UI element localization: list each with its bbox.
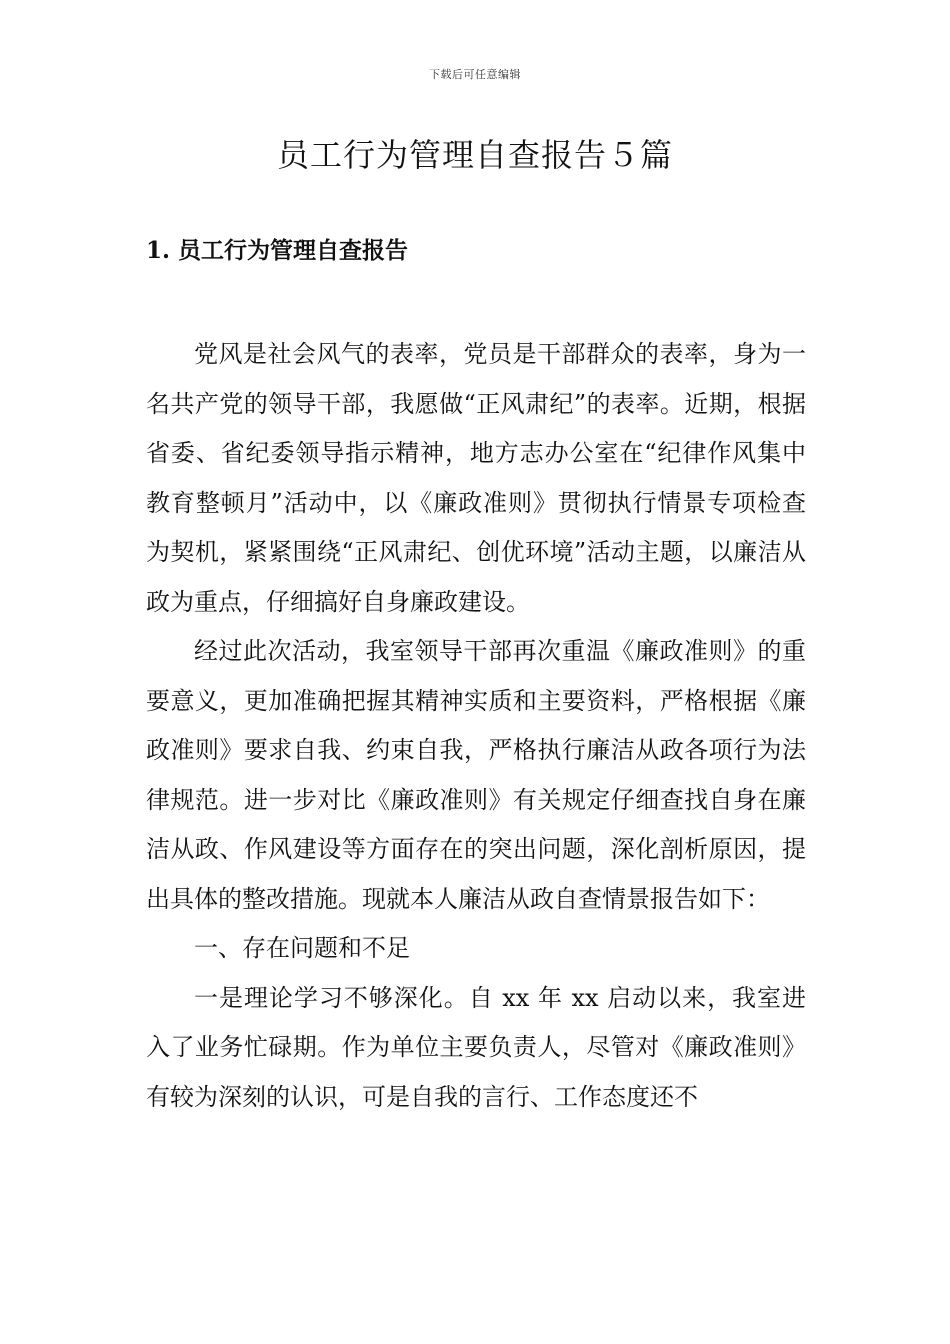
header-note: 下载后可任意编辑 (429, 68, 521, 81)
paragraph: 经过此次活动，我室领导干部再次重温《廉政准则》的重要意义，更加准确把握其精神实质和主要资料，严格根据《廉政准则》要求自我、约束自我，严格执行廉洁从政各项行为法律规范。进一步对比《廉政准则》有关规定仔细查找自身在廉洁从政、作风建设等方面存在的突出问题，深化剖析原因，提出具体的整改措施。现就本人廉洁从政自查情景报告如下： (146, 637, 806, 913)
subsection-heading: 一、存在问题和不足 (194, 934, 410, 962)
paragraph: 一是理论学习不够深化。自 xx 年 xx 启动以来，我室进入了业务忙碌期。作为单位主要负责人，尽管对《廉政准则》有较为深刻的认识，可是自我的言行、工作态度还不 (146, 983, 806, 1111)
paragraph: 党风是社会风气的表率，党员是干部群众的表率，身为一名共产党的领导干部，我愿做“正风肃纪”的表率。近期，根据省委、省纪委领导指示精神，地方志办公室在“纪律作风集中教育整顿月”活动中，以《廉政准则》贯彻执行情景专项检查为契机，紧紧围绕“正风肃纪、创优环境”活动主题，以廉洁从政为重点，仔细搞好自身廉政建设。 (146, 340, 806, 616)
document-title: 员工行为管理自查报告５篇 (276, 136, 673, 174)
section-heading: 1. 员工行为管理自查报告 (146, 237, 409, 264)
body-text (146, 330, 806, 1122)
